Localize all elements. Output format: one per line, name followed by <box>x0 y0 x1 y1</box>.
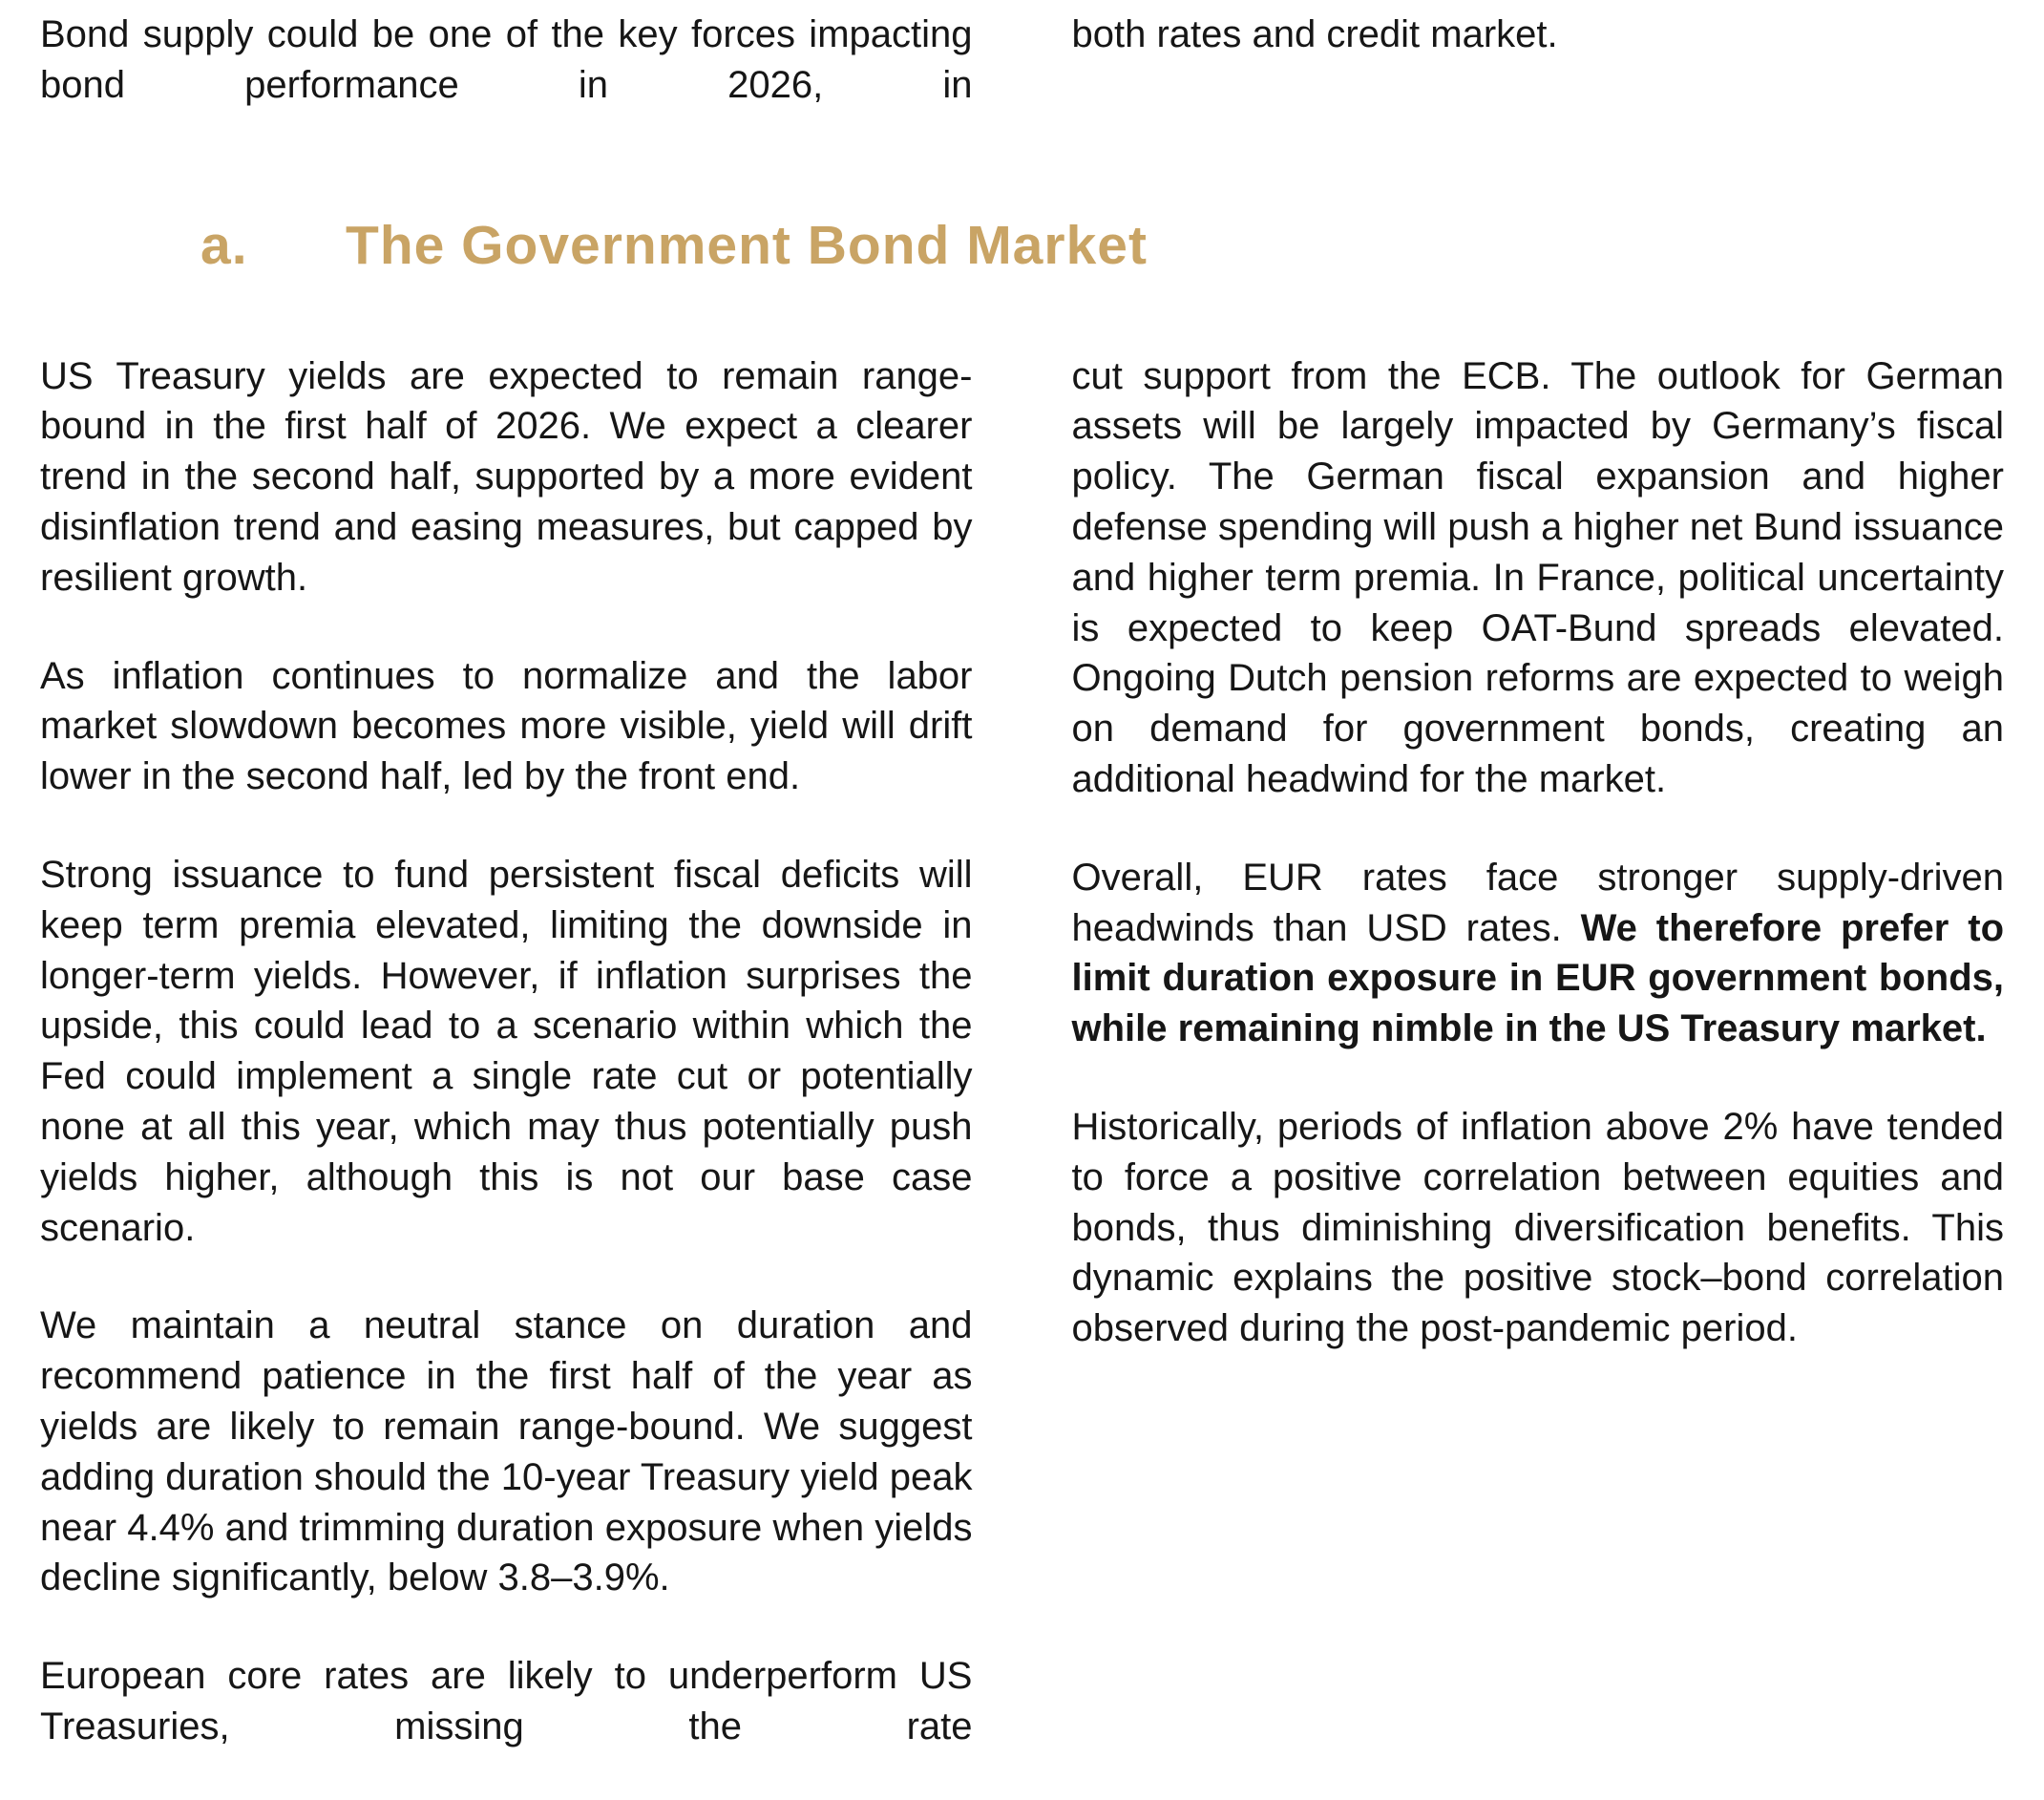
text-run: Historically, periods of inflation above 2% have tended to force a positive correlation between equities and bonds, thus diminishing diversification benefits. This dynamic explains the positive stock–bond correlation observed during the post-pandemic period. <box>1071 1105 2004 1350</box>
paragraph <box>1072 853 2005 1054</box>
paragraph <box>40 850 973 1253</box>
text-run: We maintain a neutral stance on duration and recommend patience in the first half of the year as yields are likely to remain range-bound. We suggest adding duration should the 10-year Treasury yield peak near 4.4% and trimming duration exposure when yields decline significantly, below 3.8–3.9%. <box>40 1304 973 1599</box>
paragraph <box>40 351 973 604</box>
paragraph <box>1072 351 2005 805</box>
bold-text-run: We therefore prefer to limit duration exposure in EUR government bonds, while remaining nimble in the US Treasury market. <box>1071 906 2004 1050</box>
left-column <box>40 351 973 1800</box>
body-columns <box>40 351 2004 1800</box>
right-column <box>1072 351 2005 1800</box>
text-run: cut support from the ECB. The outlook for German assets will be largely impacted by Germany’s fiscal policy. The German fiscal expansion and higher defense spending will push a higher net Bund issuance and higher term premia. In France, political uncertainty is expected to keep OAT-Bund spreads elevated. Ongoing Dutch pension reforms are expected to weigh on demand for government bonds, creating an additional headwind for the market. <box>1071 354 2004 800</box>
text-run: US Treasury yields are expected to remain range-bound in the first half of 2026. We expect a clearer trend in the second half, supported by a more evident disinflation trend and easing measures, but capped by resilient growth. <box>40 354 973 599</box>
intro-right-paragraph: both rates and credit market. <box>1071 13 1558 55</box>
intro-left-paragraph: Bond supply could be one of the key forces impacting bond performance in 2026, in <box>40 13 973 106</box>
heading-number: a. <box>200 214 248 276</box>
section-heading <box>40 214 2004 277</box>
paragraph <box>40 1651 973 1752</box>
text-run: Strong issuance to fund persistent fiscal deficits will keep term premia elevated, limiting the downside in longer-term yields. However, if inflation surprises the upside, this could lead to a scenario within which the Fed could implement a single rate cut or potentially none at all this year, which may thus potentially push yields higher, although this is not our base case scenario. <box>40 853 973 1249</box>
paragraph <box>40 651 973 802</box>
paragraph <box>1072 1102 2005 1354</box>
paragraph <box>40 1301 973 1603</box>
text-run: European core rates are likely to underperform US Treasuries, missing the rate <box>40 1655 973 1747</box>
text-run: As inflation continues to normalize and the labor market slowdown becomes more visible, yield will drift lower in the second half, led by the front end. <box>40 654 973 798</box>
text-run: Overall, EUR rates face stronger supply-driven headwinds than USD rates. <box>1071 856 2004 949</box>
heading-title: The Government Bond Market <box>346 214 1148 276</box>
intro-row <box>40 10 2004 159</box>
